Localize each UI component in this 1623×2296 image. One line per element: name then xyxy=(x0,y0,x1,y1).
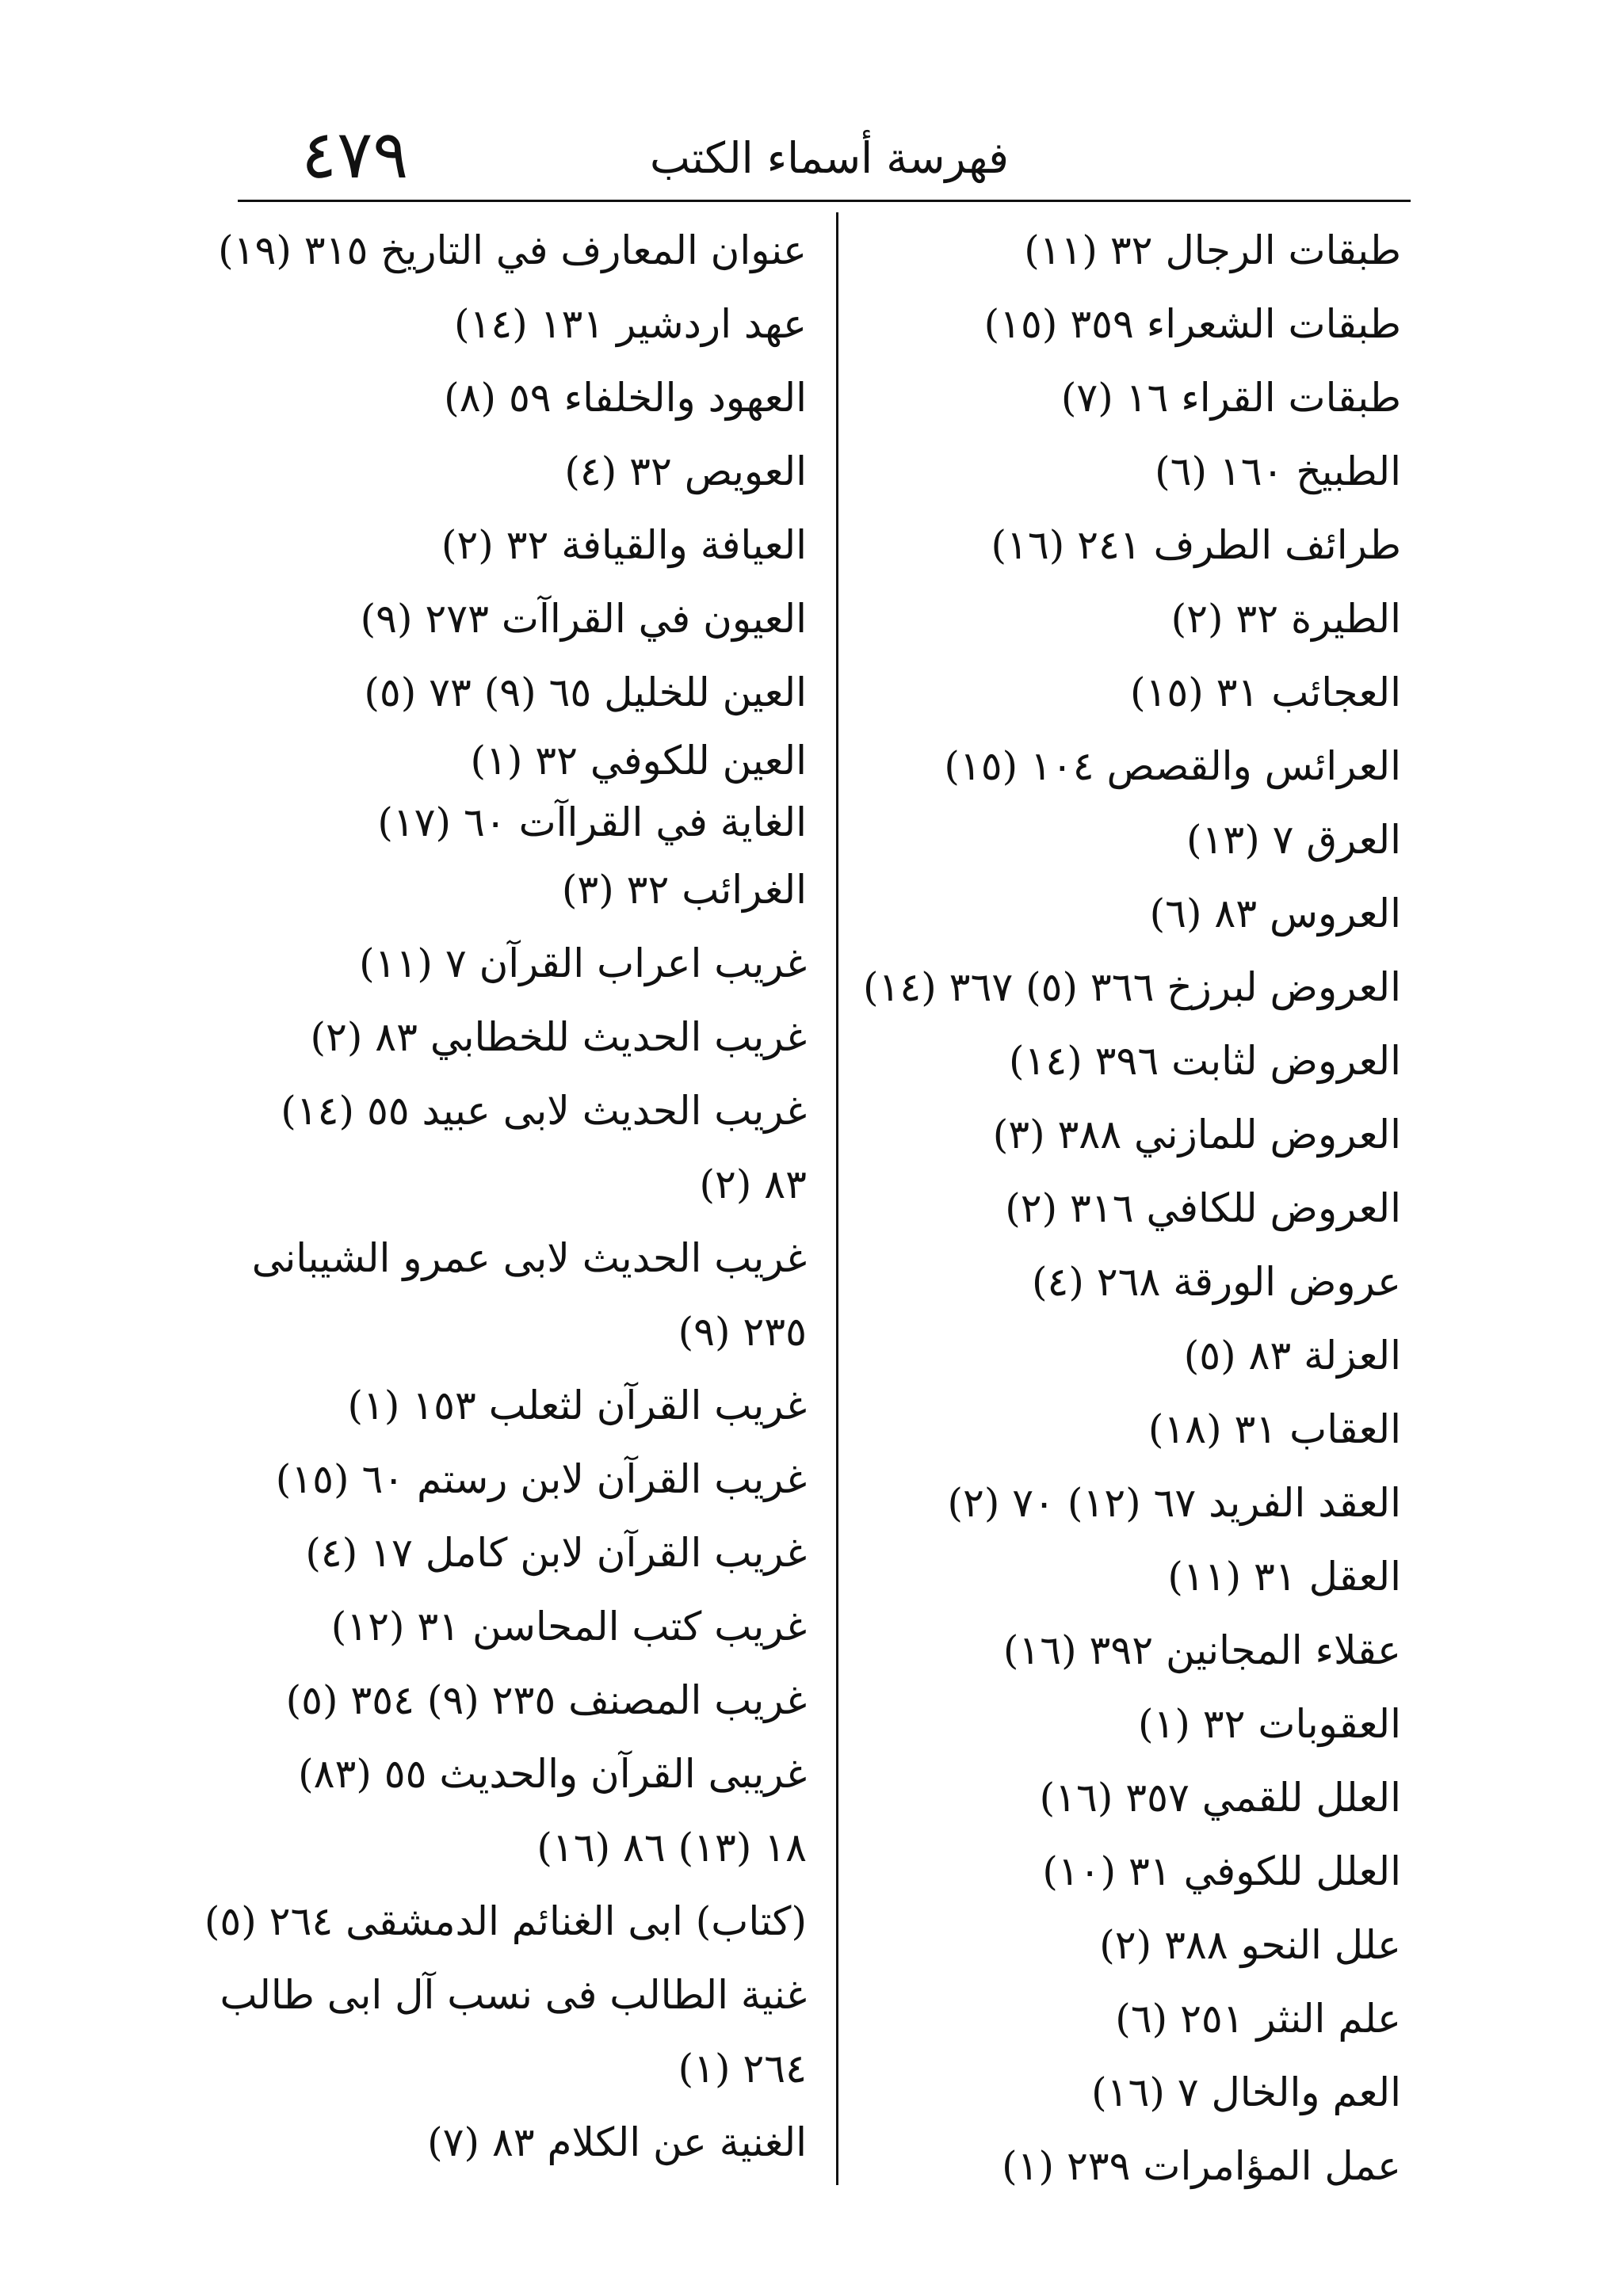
index-entry: طبقات الشعراء ٣٥٩ (١٥) xyxy=(983,301,1401,347)
index-entry: العين للكوفي ٣٢ (١) xyxy=(470,738,807,784)
index-entry: العقد الفريد ٦٧ (١٢) ٧٠ (٢) xyxy=(947,1480,1401,1526)
index-entry: العروض لبرزخ ٣٦٦ (٥) ٣٦٧ (١٤) xyxy=(862,964,1401,1010)
index-entry: العين للخليل ٦٥ (٩) ٧٣ (٥) xyxy=(364,669,807,715)
index-entry: العلل للكوفي ٣١ (١٠) xyxy=(1042,1848,1401,1894)
index-entry: الطيرة ٣٢ (٢) xyxy=(1170,596,1401,642)
index-entry: العرائس والقصص ١٠٤ (١٥) xyxy=(944,743,1401,789)
index-entry: غنية الطالب فى نسب آل ابى طالب xyxy=(220,1972,807,2018)
index-entry: علل النحو ٣٨٨ (٢) xyxy=(1099,1922,1401,1968)
index-entry: غريبى القرآن والحديث ٥٥ (٨٣) xyxy=(298,1751,807,1797)
index-entry: (كتاب) ابى الغنائم الدمشقى ٢٦٤ (٥) xyxy=(204,1898,807,1944)
header-rule xyxy=(238,200,1411,202)
index-entry: الطبيخ ١٦٠ (٦) xyxy=(1155,448,1401,494)
index-entry: غريب الحديث للخطابي ٨٣ (٢) xyxy=(310,1014,807,1060)
index-entry: طرائف الطرف ٢٤١ (١٦) xyxy=(991,522,1401,568)
index-entry: العهود والخلفاء ٥٩ (٨) xyxy=(444,375,807,421)
index-entry: العروض للمازني ٣٨٨ (٣) xyxy=(992,1112,1401,1158)
index-entry: العروس ٨٣ (٦) xyxy=(1149,891,1401,936)
index-entry: الغاية في القراآت ٦٠ (١٧) xyxy=(377,799,807,845)
index-entry: الغنية عن الكلام ٨٣ (٧) xyxy=(427,2119,807,2165)
index-entry: الغرائب ٣٢ (٣) xyxy=(561,867,807,913)
index-entry: عروض الورقة ٢٦٨ (٤) xyxy=(1032,1259,1401,1305)
index-entry: عهد اردشير ١٣١ (١٤) xyxy=(453,301,807,347)
index-entry: العقاب ٣١ (١٨) xyxy=(1148,1406,1401,1452)
index-entry: علم النثر ٢٥١ (٦) xyxy=(1115,1996,1401,2042)
index-entry: طبقات القراء ١٦ (٧) xyxy=(1060,375,1401,421)
index-entry: عنوان المعارف في التاريخ ٣١٥ (١٩) xyxy=(218,227,807,273)
index-entry: غريب الحديث لابى عمرو الشيبانى xyxy=(251,1235,807,1281)
index-entry: العزلة ٨٣ (٥) xyxy=(1183,1333,1401,1379)
index-entry: العلل للقمي ٣٥٧ (١٦) xyxy=(1039,1775,1401,1821)
index-entry: غريب القرآن لثعلب ١٥٣ (١) xyxy=(347,1383,807,1428)
index-entry: عمل المؤامرات ٢٣٩ (١) xyxy=(1002,2143,1401,2189)
index-entry: العروض للكافي ٣١٦ (٢) xyxy=(1005,1185,1401,1231)
index-entry: غريب المصنف ٢٣٥ (٩) ٣٥٤ (٥) xyxy=(285,1677,807,1723)
index-entry: العيون في القراآت ٢٧٣ (٩) xyxy=(360,596,807,642)
index-entry: العقل ٣١ (١١) xyxy=(1167,1554,1401,1600)
index-entry: غريب القرآن لابن كامل ١٧ (٤) xyxy=(305,1530,807,1576)
page-number: ٤٧٩ xyxy=(301,116,409,193)
index-entry: العرق ٧ (١٣) xyxy=(1186,817,1401,863)
index-entry: العويص ٣٢ (٤) xyxy=(564,448,807,494)
index-entry: غريب الحديث لابى عبيد ٥٥ (١٤) xyxy=(281,1088,807,1134)
index-entry: العروض لثابت ٣٩٦ (١٤) xyxy=(1008,1038,1401,1084)
index-entry: غريب اعراب القرآن ٧ (١١) xyxy=(359,940,807,986)
running-title: فهرسة أسماء الكتب xyxy=(650,133,1009,183)
page-header xyxy=(238,111,1411,198)
index-entry: غريب كتب المحاسن ٣١ (١٢) xyxy=(330,1604,807,1650)
index-entry: غريب القرآن لابن رستم ٦٠ (١٥) xyxy=(275,1456,807,1502)
index-entry: طبقات الرجال ٣٢ (١١) xyxy=(1024,227,1401,273)
index-entry-continuation: ٢٦٤ (١) xyxy=(678,2046,807,2092)
index-entry: العجائب ٣١ (١٥) xyxy=(1129,669,1401,715)
index-entry-continuation: ٢٣٥ (٩) xyxy=(678,1309,807,1355)
index-entry-continuation: ١٨ (١٣) ٨٦ (١٦) xyxy=(537,1825,807,1871)
index-entry: العقوبات ٣٢ (١) xyxy=(1138,1701,1401,1747)
index-entry: العم والخال ٧ (١٦) xyxy=(1091,2069,1401,2115)
right-column xyxy=(823,214,1401,2203)
index-entry: العيافة والقيافة ٣٢ (٢) xyxy=(441,522,807,568)
index-entry-continuation: ٨٣ (٢) xyxy=(699,1161,807,1207)
left-column xyxy=(204,214,807,2180)
index-entry: عقلاء المجانين ٣٩٢ (١٦) xyxy=(1002,1627,1401,1673)
